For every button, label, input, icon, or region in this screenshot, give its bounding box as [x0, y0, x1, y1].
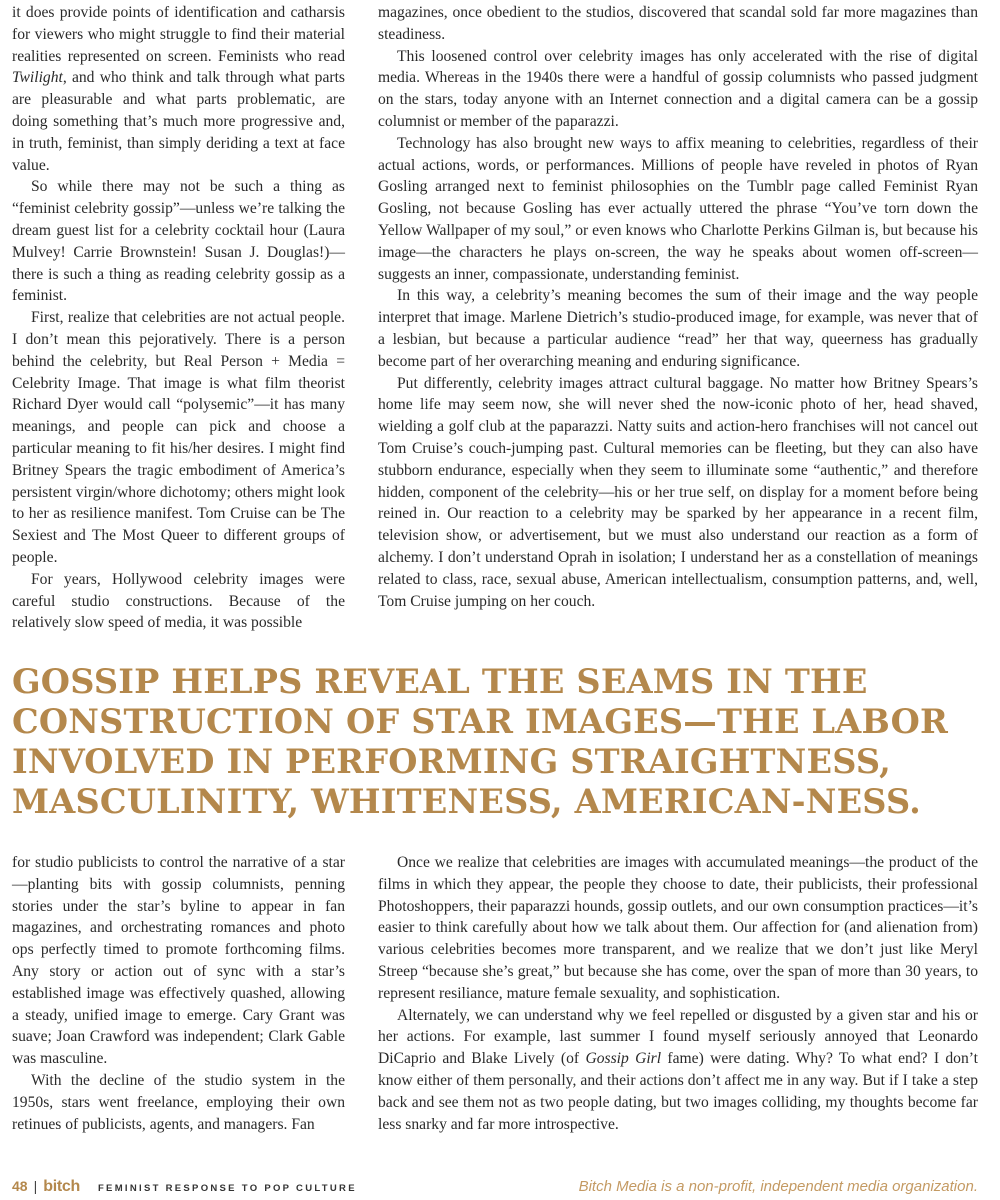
article-column-bottom-left [12, 852, 345, 1135]
footer-separator: | [33, 1178, 38, 1194]
paragraph: Put differently, celebrity images attract cultural baggage. No matter how Britney Spears’s home life may seem now, she will never shed the now-iconic photo of her, head shaved, wielding a golf club at the paparazzi. Natty suits and action-hero franchises will not cancel out Tom Cruise’s couch-jumping past. Cultural memories can be fleeting, but they can also have stubborn endurance, especially when they seem to illuminate some “authentic,” and therefore hidden, component of the celebrity—his or her true self, on display for a moment before being reined in. Our reaction to a celebrity may be sparked by her appearance in a recent film, television show, or advertisement, but we must also understand our reaction as a form of alchemy. I don’t understand Oprah in isolation; I understand her as a constellation of meanings related to class, race, sexual abuse, American intellectualism, consumption patterns, and, well, Tom Cruise jumping on her couch. [378, 374, 978, 610]
paragraph: Technology has also brought new ways to affix meaning to celebrities, regardless of their actual actions, words, or performances. Millions of people have reveled in photos of Ryan Gosling arranged next to feminist philosophies on the Tumblr page called Feminist Ryan Gosling, not because Gosling has ever actually uttered the phrase “You’ve torn down the Yellow Wallpaper of my soul,” or even knows who Charlotte Perkins Gilman is, but because his image—the characters he plays on-screen, the way he speaks about women off-screen—suggests an inner, compassionate, understanding feminist. [378, 134, 978, 283]
article-column-top-left [12, 2, 345, 634]
pull-quote: GOSSIP HELPS REVEAL THE SEAMS IN THE CONSTRUCTION OF STAR IMAGES—THE LABOR INVOLVED IN PERFORMING STRAIGHTNESS, MASCULINITY, WHITENESS, AMERICAN-NESS. [12, 662, 949, 821]
paragraph: So while there may not be such a thing as “feminist celebrity gossip”—unless we’re talking the dream guest list for a celebrity cocktail hour (Laura Mulvey! Carrie Brownstein! Susan J. Douglas!)—there is such a thing as reading celebrity gossip as a feminist. [12, 178, 345, 305]
page-footer-left [12, 1178, 357, 1196]
paragraph: Alternately, we can understand why we feel repelled or disgusted by a given star and his or her actions. For example, last summer I found myself seriously annoyed that Leonardo DiCaprio and Blake Lively (of Gossip Girl fame) were dating. Why? To what end? I don’t know either of them personally, and their actions don’t affect me in any way. But if I take a step back and see them not as two people dating, but two images colliding, my thoughts become far less snarky and far more introspective. [378, 1006, 979, 1133]
paragraph: First, realize that celebrities are not actual people. I don’t mean this pejoratively. There is a person behind the celebrity, but Real Person + Media = Celebrity Image. That image is what film theorist Richard Dyer would call “polysemic”—it has many meanings, and people can pick and choose a particular meaning to fit his/her desires. I might find Britney Spears the tragic embodiment of America’s persistent virgin/whore dichotomy; others might look to her as resilience manifest. Tom Cruise can be The Sexiest and The Most Queer to different groups of people. [12, 309, 345, 566]
italic-title: Gossip Girl [585, 1050, 662, 1068]
paragraph: For years, Hollywood celebrity images were careful studio constructions. Because of the relatively slow speed of media, it was possible [12, 570, 345, 632]
paragraph: for studio publicists to control the narrative of a star—planting bits with gossip columnists, penning stories under the star’s byline to appear in fan magazines, and orchestrating romances and photo ops perfectly timed to promote forthcoming films. Any story or action out of sync with a star’s established image was effectively quashed, allowing a steady, unified image to emerge. Cary Grant was suave; Joan Crawford was independent; Clark Gable was masculine. [12, 854, 345, 1068]
paragraph: Once we realize that celebrities are images with accumulated meanings—the product of the films in which they appear, the people they choose to date, their publicists, their professional Photoshoppers, their paparazzi hounds, gossip outlets, and our own consumption practices—it’s easier to think carefully about how we talk about them. Our affection for (and alienation from) various celebrities becomes more transparent, and we realize that we don’t just like Meryl Streep “because she’s great,” but because she has come, over the span of more than 30 years, to represent resiliance, mature female sexuality, and sophistication. [378, 854, 978, 1002]
paragraph: With the decline of the studio system in the 1950s, stars went freelance, employing their own retinues of publicists, agents, and managers. Fan [12, 1071, 345, 1133]
article-column-bottom-right [378, 852, 978, 1135]
page-number: 48 [12, 1178, 28, 1194]
page-footer-right: Bitch Media is a non-profit, independent media organization. [578, 1178, 978, 1195]
brand-logo: bitch [43, 1178, 80, 1195]
paragraph: magazines, once obedient to the studios, discovered that scandal sold far more magazines than steadiness. [378, 4, 978, 43]
paragraph: In this way, a celebrity’s meaning becomes the sum of their image and the way people interpret that image. Marlene Dietrich’s studio-produced image, for example, was never that of a lesbian, but because a particular audience “read” her that way, queerness has gradually become part of her overarching meaning and enduring significance. [378, 287, 978, 370]
paragraph: This loosened control over celebrity images has only accelerated with the rise of digital media. Whereas in the 1940s there were a handful of gossip columnists who passed judgment on the stars, today anyone with an Internet connection and a digital camera can be a gossip columnist or member of the paparazzi. [378, 47, 978, 130]
paragraph: it does provide points of identification and catharsis for viewers who might struggle to find their material realities represented on screen. Feminists who read Twilight, and who think and talk through what parts are pleasurable and what parts problematic, are doing something that’s much more progressive and, in truth, feminist, than simply deriding a text at face value. [12, 4, 345, 174]
italic-title: Twilight [12, 69, 63, 87]
magazine-tagline: FEMINIST RESPONSE TO POP CULTURE [97, 1183, 357, 1194]
article-column-top-right [378, 2, 978, 612]
